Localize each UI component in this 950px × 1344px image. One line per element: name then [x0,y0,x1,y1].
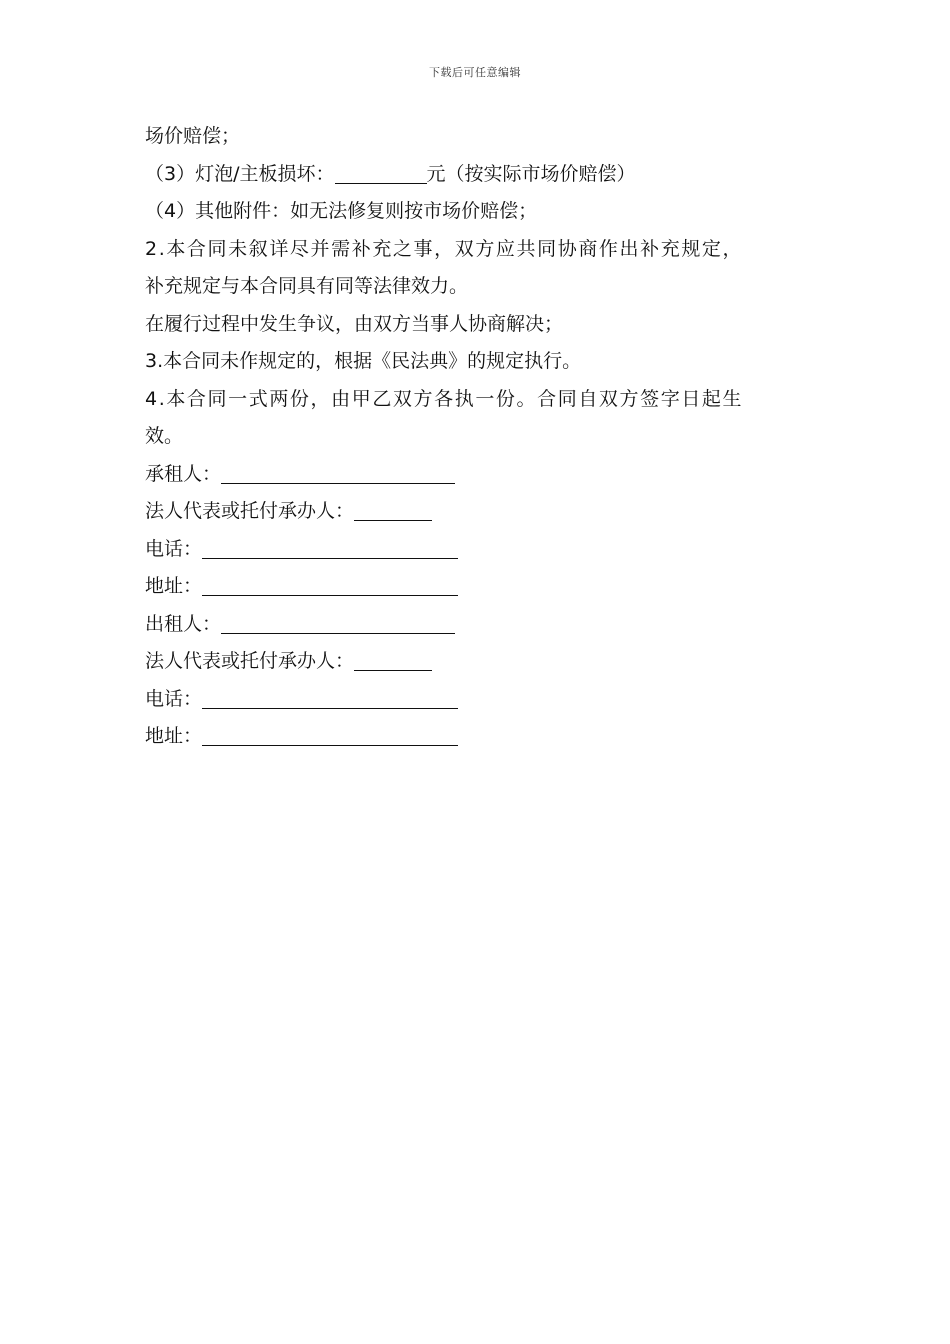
lessor-address-row [145,718,815,756]
lessor-rep-row [145,643,815,681]
clause-item-4: （4）其他附件：如无法修复则按市场价赔偿； [145,200,538,222]
lessor-rep-label: 法人代表或托付承办人： [145,650,355,672]
clause-item-3-suffix: 元（按实际市场价赔偿） [426,162,636,185]
lessor-signature-row [145,606,815,644]
clause-4-line-1: 4.本合同一式两份，由甲乙双方各执一份。合同自双方签字日起生 [145,387,744,410]
clause-2-line-2: 补充规定与本合同具有同等法律效力。 [145,275,469,297]
clause-3: 3.本合同未作规定的，根据《民法典》的规定执行。 [145,350,582,372]
lessee-rep-label: 法人代表或托付承办人： [145,500,355,522]
lessor-rep-blank[interactable] [354,650,432,671]
lessor-label: 出租人： [145,612,222,635]
lessor-phone-label: 电话： [145,687,203,710]
lessor-address-blank[interactable] [202,725,458,746]
lessee-signature-row [145,456,815,494]
lessee-address-blank[interactable] [202,575,458,596]
clause-2-line-1: 2.本合同未叙详尽并需补充之事，双方应共同协商作出补充规定， [145,237,744,260]
lessee-phone-blank[interactable] [202,538,458,559]
lessee-address-row [145,568,815,606]
lessee-label: 承租人： [145,462,222,485]
lessee-address-label: 地址： [145,575,203,597]
dispute-clause: 在履行过程中发生争议，由双方当事人协商解决； [145,312,564,335]
clause-item-3 [145,156,815,194]
clause-4-line-2: 效。 [145,425,184,447]
lessee-signature-blank[interactable] [221,463,455,484]
lessee-phone-label: 电话： [145,537,203,560]
lessor-address-label: 地址： [145,725,203,747]
amount-blank[interactable] [335,163,427,184]
lessee-phone-row [145,531,815,569]
clause-item-3-prefix: （3）灯泡/主板损坏： [145,162,335,185]
lessee-rep-blank[interactable] [354,500,432,521]
lessor-phone-row [145,681,815,719]
lessor-signature-blank[interactable] [221,613,455,634]
contract-body [145,118,815,756]
lessee-rep-row [145,493,815,531]
lessor-phone-blank[interactable] [202,688,458,709]
page-header-note: 下载后可任意编辑 [429,66,521,79]
clause-line-compensation: 场价赔偿； [145,125,241,147]
